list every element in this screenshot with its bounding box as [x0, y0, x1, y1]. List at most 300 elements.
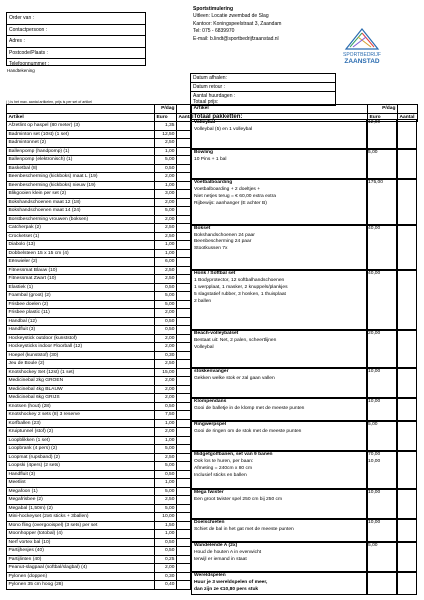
item-name: Peanut-slagpaal (softbal/slagbal) (4) [7, 564, 155, 573]
item-price: 2,50 [155, 275, 177, 284]
quantity-input[interactable] [177, 164, 191, 173]
right-col-pdag: P/dag [368, 105, 398, 114]
quantity-input[interactable] [177, 479, 191, 488]
item-price: 1,35 [155, 122, 177, 131]
package-title: Mega twister [194, 489, 224, 495]
package-line: Gekken welke stok er zal gaan vallen [194, 376, 275, 382]
package-description [191, 451, 367, 489]
item-name: Pylonen (doppen) [7, 572, 155, 581]
item-name: Medicinebal 6kg GRIJS [7, 394, 155, 403]
table-row [7, 419, 191, 428]
quantity-input[interactable] [177, 555, 191, 564]
table-row [7, 198, 191, 207]
item-price: 2,50 [155, 224, 177, 233]
note-left: ( ) is het max. aantal artikelen, prijs is per set of artikel [6, 100, 92, 104]
package-quantity-input[interactable] [397, 330, 417, 368]
package-title: stokkenvanger [194, 369, 229, 375]
package-title: Klompendans [194, 399, 227, 405]
table-row [7, 173, 191, 182]
item-name: Nerf vortex bal (10) [7, 538, 155, 547]
quantity-input[interactable] [177, 581, 191, 590]
quantity-input[interactable] [177, 258, 191, 267]
quantity-input[interactable] [177, 530, 191, 539]
item-name: Frisbee plastic (11) [7, 309, 155, 318]
package-description [191, 119, 367, 149]
item-name: Jeu de Boule (2) [7, 360, 155, 369]
item-price: 1,50 [155, 521, 177, 530]
packages-list [191, 119, 417, 595]
item-name: Borstbescherming vrouwen (boksen) [7, 215, 155, 224]
package-description [191, 489, 367, 519]
item-price: 0,50 [155, 547, 177, 556]
quantity-input[interactable] [177, 309, 191, 318]
package-quantity-input[interactable] [397, 421, 417, 451]
item-name: Elastiek (1) [7, 283, 155, 292]
date-field[interactable]: Datum afhalen: [191, 74, 335, 83]
item-price: 0,50 [155, 283, 177, 292]
quantity-input[interactable] [177, 130, 191, 139]
quantity-input[interactable] [177, 572, 191, 581]
date-field[interactable]: Aantal huurdagen : [193, 93, 236, 100]
package-description [191, 179, 367, 224]
package-description [191, 149, 367, 179]
package-line: 5 slagstatief rubber, 3 honken, 1 thuisplaat [194, 291, 286, 297]
company-line: E-mail: b.lindt@sportbedrijfzaanstad.nl [193, 35, 279, 42]
table-row [7, 462, 191, 471]
package-price-value: 10,00 [368, 489, 381, 495]
item-price: 2,00 [155, 309, 177, 318]
quantity-input[interactable] [177, 232, 191, 241]
quantity-input[interactable] [177, 122, 191, 131]
table-row [7, 521, 191, 530]
item-price: 2,00 [155, 385, 177, 394]
package-price [367, 519, 397, 542]
package-price [367, 489, 397, 519]
item-price: 0,50 [155, 164, 177, 173]
package-line: Bestaat uit: Net, 2 palen, scheertlijnen [194, 338, 277, 344]
package-block [191, 270, 417, 330]
package-price [367, 398, 397, 421]
quantity-input[interactable] [177, 547, 191, 556]
item-price: 5,00 [155, 156, 177, 165]
right-col-euro: Euro [368, 113, 398, 122]
item-name: Meetlint [7, 479, 155, 488]
item-name: Mono fling (overgooispel) (3 sets) per set [7, 521, 155, 530]
package-line: 2 ballen [194, 298, 212, 304]
quantity-input[interactable] [177, 377, 191, 386]
package-title: Doelschieten [194, 520, 225, 526]
table-row [7, 487, 191, 496]
quantity-input[interactable] [177, 513, 191, 522]
package-quantity-input[interactable] [397, 451, 417, 489]
item-price: 3,00 [155, 190, 177, 199]
item-name: Mini-hockeyset (2x6 sticks + 3ballen) [7, 513, 155, 522]
order-field[interactable]: Telefoonnummer : [9, 61, 50, 68]
item-price: 6,00 [155, 258, 177, 267]
left-col-artikel: Artikel [7, 113, 155, 122]
table-row [7, 309, 191, 318]
item-name: Blikgooien klein per set (2) [7, 190, 155, 199]
item-price: 0,50 [155, 326, 177, 335]
quantity-input[interactable] [177, 292, 191, 301]
item-name: Knotshockey Set (12st) (1 set) [7, 368, 155, 377]
item-name: Korfballen (23) [7, 419, 155, 428]
item-name: Hockeystick outdoor (kunststof) [7, 334, 155, 343]
package-title: Bokset [194, 225, 211, 231]
package-line: Houd de houten A in evenwicht [194, 549, 262, 555]
item-name: Ballenpomp (elektronisch) (1) [7, 156, 155, 165]
package-price [367, 572, 397, 595]
package-price [367, 270, 397, 330]
package-quantity-input[interactable] [397, 489, 417, 519]
quantity-input[interactable] [177, 385, 191, 394]
item-price: 2,00 [155, 564, 177, 573]
package-block [191, 368, 417, 398]
table-row [7, 258, 191, 267]
package-line: 10 Pins + 1 bal [194, 157, 227, 163]
item-price: 2,00 [155, 394, 177, 403]
package-price-value: 5,00 [368, 542, 378, 548]
item-name: Bokshandschoenen maat 14 (24) [7, 207, 155, 216]
package-title: Midgetgolfbanen, set van 9 banen [194, 452, 273, 458]
item-price: 2,50 [155, 360, 177, 369]
item-price: 1,00 [155, 249, 177, 258]
package-quantity-input[interactable] [397, 225, 417, 270]
table-row [7, 555, 191, 564]
item-name: Beenbescherming (kickboks) maat L (19) [7, 173, 155, 182]
package-line: Afmeting = 240cm x 80 cm [194, 465, 253, 471]
order-field[interactable]: Postcode/Plaats : [7, 48, 145, 60]
package-line: Inclusief sticks en ballen [194, 472, 247, 478]
item-name: Pylonen 35 cm hoog (28) [7, 581, 155, 590]
package-line: Schiet de bal in het gat met de meeste punten [194, 526, 294, 532]
package-block [191, 451, 417, 489]
quantity-input[interactable] [177, 487, 191, 496]
item-name: Badmintonnet (2) [7, 139, 155, 148]
package-line: Volleybal (5) en 1 volleybal [194, 126, 253, 132]
sportbedrijf-logo [338, 27, 386, 70]
item-name: Moonhopper (totobal) (4) [7, 530, 155, 539]
item-name: Crocketset (1) [7, 232, 155, 241]
quantity-input[interactable] [177, 436, 191, 445]
item-name: Kruiptunnel (stof) (2) [7, 428, 155, 437]
quantity-input[interactable] [177, 351, 191, 360]
item-price: 2,00 [155, 428, 177, 437]
table-row [7, 547, 191, 556]
quantity-input[interactable] [177, 343, 191, 352]
table-row [7, 368, 191, 377]
package-price [367, 451, 397, 489]
package-price-value: 10,00 [368, 520, 381, 526]
package-quantity-input[interactable] [397, 398, 417, 421]
package-line: Bokshandschoenen 24 paar [194, 232, 255, 238]
item-name: Ballenpomp (handpomp) (1) [7, 147, 155, 156]
table-row [7, 139, 191, 148]
quantity-input[interactable] [177, 504, 191, 513]
item-name: Fitnessmat Blauw (10) [7, 266, 155, 275]
quantity-input[interactable] [177, 181, 191, 190]
package-price [367, 542, 397, 572]
item-price: 1,00 [155, 436, 177, 445]
item-price: 2,00 [155, 215, 177, 224]
table-row [7, 402, 191, 411]
table-row [7, 317, 191, 326]
item-price: 5,00 [155, 504, 177, 513]
quantity-input[interactable] [177, 215, 191, 224]
package-block [191, 119, 417, 149]
table-row [7, 275, 191, 284]
package-title: Volleybal [194, 120, 216, 125]
package-price-value: 40,00 [368, 270, 381, 276]
item-price: 0,50 [155, 317, 177, 326]
table-row [7, 470, 191, 479]
package-price-value: 175,00 [368, 180, 383, 186]
quantity-input[interactable] [177, 360, 191, 369]
package-block [191, 489, 417, 519]
package-price-value-2: 10,00 [368, 459, 381, 465]
item-name: Fitnessmat Zwart (10) [7, 275, 155, 284]
table-row [7, 496, 191, 505]
quantity-input[interactable] [177, 453, 191, 462]
logo-text-2: ZAANSTAD [344, 58, 380, 65]
quantity-input[interactable] [177, 564, 191, 573]
item-name: Badminton set (10st) (1 set) [7, 130, 155, 139]
item-name: Loopmat (rupsband) (2) [7, 453, 155, 462]
date-field[interactable]: Datum retour : [191, 83, 335, 92]
package-title: Bowling [194, 150, 214, 156]
package-line: Huur je 3 wereldspelen of meer, [194, 579, 268, 585]
item-price: 5,00 [155, 487, 177, 496]
package-price-value: 5,00 [368, 150, 378, 156]
table-row [7, 581, 191, 590]
table-row [7, 122, 191, 131]
package-title: Voetbalboarding [194, 180, 233, 186]
item-price: 1,00 [155, 530, 177, 539]
quantity-input[interactable] [177, 275, 191, 284]
package-quantity-input[interactable] [397, 119, 417, 149]
item-price: 1,00 [155, 181, 177, 190]
item-price: 1,00 [155, 241, 177, 250]
item-name: Partijlinten (40) [7, 555, 155, 564]
package-block [191, 330, 417, 368]
table-row [7, 164, 191, 173]
quantity-input[interactable] [177, 266, 191, 275]
table-row [7, 445, 191, 454]
package-title: Honk / Softbal set [194, 270, 236, 276]
table-row [7, 377, 191, 386]
item-price: 2,00 [155, 173, 177, 182]
order-form [6, 12, 146, 66]
item-name: Catcherpak (2) [7, 224, 155, 233]
quantity-input[interactable] [177, 173, 191, 182]
table-row [7, 283, 191, 292]
package-block [191, 149, 417, 179]
table-row [7, 513, 191, 522]
package-line: Beenbescherming 24 paar [194, 239, 252, 245]
item-name: Loopbrank (4 pers) (2) [7, 445, 155, 454]
item-price: 0,50 [155, 402, 177, 411]
package-line: Ook los te huren, per baan: [194, 459, 254, 465]
item-name: Basketbal (8) [7, 164, 155, 173]
package-price-value: 70,00 [368, 452, 381, 458]
package-price-value: 40,00 [368, 225, 381, 231]
table-row [7, 504, 191, 513]
package-description [191, 572, 367, 595]
package-line: Gooi de balletje in de klomp met de meeste punten [194, 406, 305, 412]
package-price [367, 225, 397, 270]
item-price: 2,50 [155, 453, 177, 462]
item-name: Knotsen (hout) (28) [7, 402, 155, 411]
quantity-input[interactable] [177, 470, 191, 479]
company-line: Tel: 075 - 6839970 [193, 28, 235, 35]
company-line: Sportstimulering [193, 6, 234, 12]
quantity-input[interactable] [177, 198, 191, 207]
logo-mark-icon [338, 27, 386, 65]
quantity-input[interactable] [177, 394, 191, 403]
package-quantity-input[interactable] [397, 572, 417, 595]
item-price: 0,50 [155, 470, 177, 479]
item-price: 5,00 [155, 292, 177, 301]
item-name: Bokshandschoenen maat 12 (18) [7, 198, 155, 207]
package-description [191, 330, 367, 368]
package-line: terwijl er iemand in staat [194, 556, 247, 562]
package-line: Rijbewijs: aanhanger (E achter B) [194, 201, 267, 207]
table-row [7, 343, 191, 352]
item-name: Megafrisbee (2) [7, 496, 155, 505]
table-row [7, 190, 191, 199]
item-price: 2,50 [155, 266, 177, 275]
quantity-input[interactable] [177, 283, 191, 292]
item-name: Loopski (4pers) (2 sets) [7, 462, 155, 471]
quantity-input[interactable] [177, 207, 191, 216]
quantity-input[interactable] [177, 249, 191, 258]
quantity-input[interactable] [177, 224, 191, 233]
table-row [7, 241, 191, 250]
package-price-value: 10,00 [368, 369, 381, 375]
package-quantity-input[interactable] [397, 542, 417, 572]
table-row [7, 156, 191, 165]
package-line: Een groot twister spel 250 cm bij 250 cm [194, 496, 283, 502]
quantity-input[interactable] [177, 419, 191, 428]
package-description [191, 421, 367, 451]
item-price: 15,00 [155, 368, 177, 377]
table-row [7, 266, 191, 275]
quantity-input[interactable] [177, 538, 191, 547]
order-field[interactable]: Contactpersoon : [7, 25, 145, 37]
item-name: Partijhesjes (40) [7, 547, 155, 556]
item-price: 0,50 [155, 538, 177, 547]
item-price: 2,00 [155, 334, 177, 343]
package-price [367, 421, 397, 451]
quantity-input[interactable] [177, 428, 191, 437]
item-price: 5,00 [155, 207, 177, 216]
table-row [7, 530, 191, 539]
package-description [191, 398, 367, 421]
item-price: 2,00 [155, 198, 177, 207]
table-row [7, 479, 191, 488]
table-row [7, 300, 191, 309]
left-col-pdag: P/dag [155, 105, 177, 114]
quantity-input[interactable] [177, 190, 191, 199]
order-field[interactable]: Order van : [7, 13, 145, 25]
quantity-input[interactable] [177, 496, 191, 505]
package-block [191, 225, 417, 270]
table-row [7, 411, 191, 420]
quantity-input[interactable] [177, 326, 191, 335]
package-price [367, 368, 397, 398]
item-name: Beenbescherming (kickboks) nieuw (19) [7, 181, 155, 190]
package-line: Volleybal [194, 345, 214, 351]
item-price: 1,00 [155, 479, 177, 488]
quantity-input[interactable] [177, 368, 191, 377]
quantity-input[interactable] [177, 139, 191, 148]
quantity-input[interactable] [177, 317, 191, 326]
signature-label: Handtekening [7, 68, 35, 73]
left-col-aantal: Aantal [178, 114, 194, 120]
item-name: Afzetlint op haspel (80 meter) (3) [7, 122, 155, 131]
quantity-input[interactable] [177, 241, 191, 250]
quantity-input[interactable] [177, 334, 191, 343]
package-block [191, 572, 417, 595]
item-name: Foambal (groot) (2) [7, 292, 155, 301]
item-price: 2,00 [155, 343, 177, 352]
package-quantity-input[interactable] [397, 149, 417, 179]
order-field[interactable]: Adres : [7, 36, 145, 48]
left-header-blank [7, 105, 155, 114]
package-quantity-input[interactable] [397, 368, 417, 398]
package-line: 1 Bodyprotector, 12 softbalhandschoenen [194, 277, 285, 283]
item-price: 0,25 [155, 555, 177, 564]
table-row [7, 147, 191, 156]
quantity-input[interactable] [177, 462, 191, 471]
package-line: Gooi de ringen om de stok met de meeste punten [194, 428, 302, 434]
table-row [7, 394, 191, 403]
quantity-input[interactable] [177, 521, 191, 530]
package-quantity-input[interactable] [397, 179, 417, 224]
quantity-input[interactable] [177, 411, 191, 420]
package-title: Wereldspelen [194, 572, 226, 578]
quantity-input[interactable] [177, 147, 191, 156]
quantity-input[interactable] [177, 445, 191, 454]
quantity-input[interactable] [177, 300, 191, 309]
quantity-input[interactable] [177, 156, 191, 165]
package-line: Niet netjes terug = € 60,00 extra extra [194, 194, 276, 200]
quantity-input[interactable] [177, 402, 191, 411]
table-row [7, 564, 191, 573]
package-quantity-input[interactable] [397, 519, 417, 542]
table-row [7, 360, 191, 369]
left-col-euro: Euro [155, 113, 177, 122]
package-block [191, 421, 417, 451]
item-name: Knotshockey 2 sets (8) 3 reserve [7, 411, 155, 420]
package-quantity-input[interactable] [397, 270, 417, 330]
item-price: 5,00 [155, 462, 177, 471]
package-title: Beach-volleybalset [194, 331, 239, 337]
item-name: Loopblikken (1 set) [7, 436, 155, 445]
table-row [7, 326, 191, 335]
item-price: 2,50 [155, 139, 177, 148]
item-name: Medicinebal 2kg GROEN [7, 377, 155, 386]
item-name: Hoepel (kunststof) (30) [7, 351, 155, 360]
package-block [191, 179, 417, 224]
item-name: Eënwieler (2) [7, 258, 155, 267]
package-block [191, 542, 417, 572]
table-row [7, 538, 191, 547]
company-line: Uitleen: Locatie zwembad de Slag [193, 13, 269, 20]
package-price [367, 119, 397, 149]
table-row [7, 224, 191, 233]
table-row [7, 232, 191, 241]
